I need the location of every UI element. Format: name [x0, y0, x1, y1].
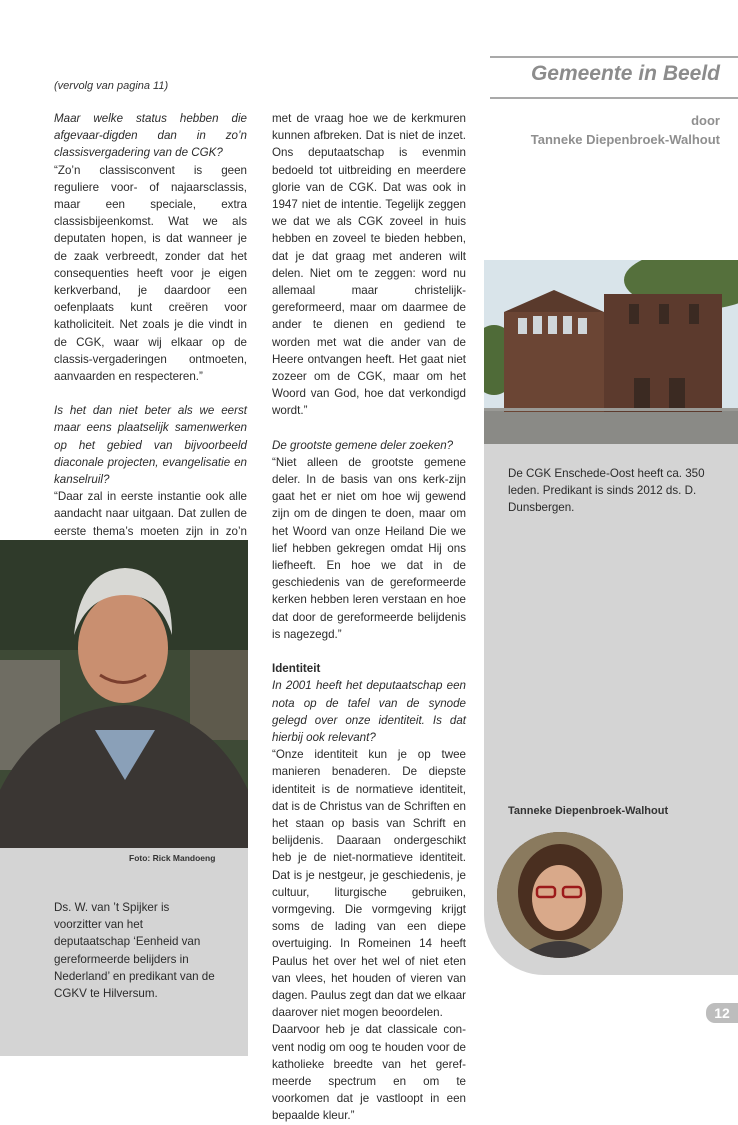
section-title: Gemeente in Beeld: [530, 62, 720, 85]
question-status: Maar welke status hebben die afgevaar-digden dan in zo’n classisvergadering van de CGK?: [54, 112, 247, 160]
answer-convent: Daarvoor heb je dat classicale con-vent nodig om oog te houden voor de katholieke breedte van het geref-meerde spectrum en om te voorkomen dat je vastloopt in een bepaalde kleur.”: [272, 1023, 466, 1123]
header-rule-top: [490, 56, 738, 58]
answer-status: “Zo’n classisconvent is geen reguliere voor- of najaarsclassis, maar een speciale, extra classisbijeenkomst. Wat we als deputaten hopen, is dat wanneer je de zaak verbreedt, zonder dat het consequenties heeft voor je eigen kerkverband, je daardoor een oefenplaats kunt creëren voor katholiciteit. Net zoals je die vindt in de CGK, waar wij elkaar op de classis-vergaderingen ontmoeten, aanvaarden en respecteren.”: [54, 163, 247, 384]
byline-word: door: [691, 113, 720, 128]
question-identiteit: In 2001 heeft het deputaatschap een nota op de tafel van de synode gelegd over onze identiteit. Is dat hierbij ook relevant?: [272, 679, 466, 744]
portrait-photo: [0, 540, 248, 848]
page-number: 12: [706, 1003, 738, 1023]
continued-note: (vervolg van pagina 11): [54, 80, 169, 92]
author-name: Tanneke Diepenbroek-Walhout: [508, 805, 669, 817]
column-1: [54, 110, 247, 574]
byline-author: Tanneke Diepenbroek-Walhout: [530, 132, 720, 147]
header-rule-bottom: [490, 97, 738, 99]
paragraph-kerkmuren: met de vraag hoe we de kerkmuren kunnen afbreken. Dat is niet de inzet. Ons deputaatschap is evenmin bedoeld tot uitbreiding en meerdere glorie van de CGK. Dat was ook in 1947 niet de intentie. Tegelijk zeggen we dat we als CGK zoveel in huis hebben en zoveel te bieden hebben, dat je dat graag met anderen wilt delen. Niet om te zeggen: word nu allemaal maar christelijk-gereformeerd, maar om daarmee de ander te dienen en gediend te worden met wat die ander van de Heere ontvangen heeft. Het gaat niet zozeer om de CGK, maar om het Woord van God, hoe dat verkondigd wordt.”: [272, 112, 466, 418]
subhead-identiteit: Identiteit: [272, 662, 321, 676]
column-2: [272, 110, 466, 1125]
answer-local: “Daar zal in eerste instantie ook alle aandacht naar uitgaan. Dat zullen de eerste thema’s moeten zijn in zo’n: [54, 490, 247, 538]
question-local: Is het dan niet beter als we eerst maar eens plaatselijk samenwerken op het gebied van bijvoorbeeld diaconale projecten, evangelisatie en kanselruil?: [54, 404, 247, 487]
answer-gemene-deler: “Niet alleen de grootste gemene deler. In de basis van ons kerk-zijn gaat het er niet om hoe wij gewend zijn om de dingen te doen, maar om het Woord van onze Heiland Die we lief hebben gekregen omdat Hij ons liefheeft. En hoe we dat in de geschiedenis van de gereformeerde kerken hebben leren verstaan en hoe dat door de gereformeerde belijdenis is nagezegd.”: [272, 455, 466, 641]
answer-identiteit: “Onze identiteit kun je op twee manieren benaderen. De diepste identiteit is de normatieve identiteit, dat is de Christus van de Schriften en het staan op basis van Schrift en belijdenis. Daaraan ondergeschikt heb je de niet-normatieve identiteit. Dat is je nestgeur, je geschiedenis, je cultuur, liturgische gebruiken, vormgeving. Die vormgeving krijgt soms de lading van een diepe overtuiging. In Romeinen 14 heeft Paulus het over het wel of niet eten van vlees, het houden of vieren van dagen. Paulus zegt dan dat we elkaar daarover niet mogen beoordelen.: [272, 748, 467, 1020]
church-photo: [484, 260, 738, 444]
photo-credit: Foto: Rick Mandoeng: [129, 853, 216, 863]
author-avatar: [497, 832, 623, 958]
question-gemene-deler: De grootste gemene deler zoeken?: [272, 438, 454, 452]
bio-text: Ds. W. van ’t Spijker is voorzitter van het deputaatschap ‘Eenheid van gereformeerde belijders in Nederland’ en predikant van de CGKV te Hilversum.: [54, 901, 215, 1001]
church-caption: De CGK Enschede-Oost heeft ca. 350 leden. Predikant is sinds 2012 ds. D. Dunsbergen.: [508, 467, 705, 515]
